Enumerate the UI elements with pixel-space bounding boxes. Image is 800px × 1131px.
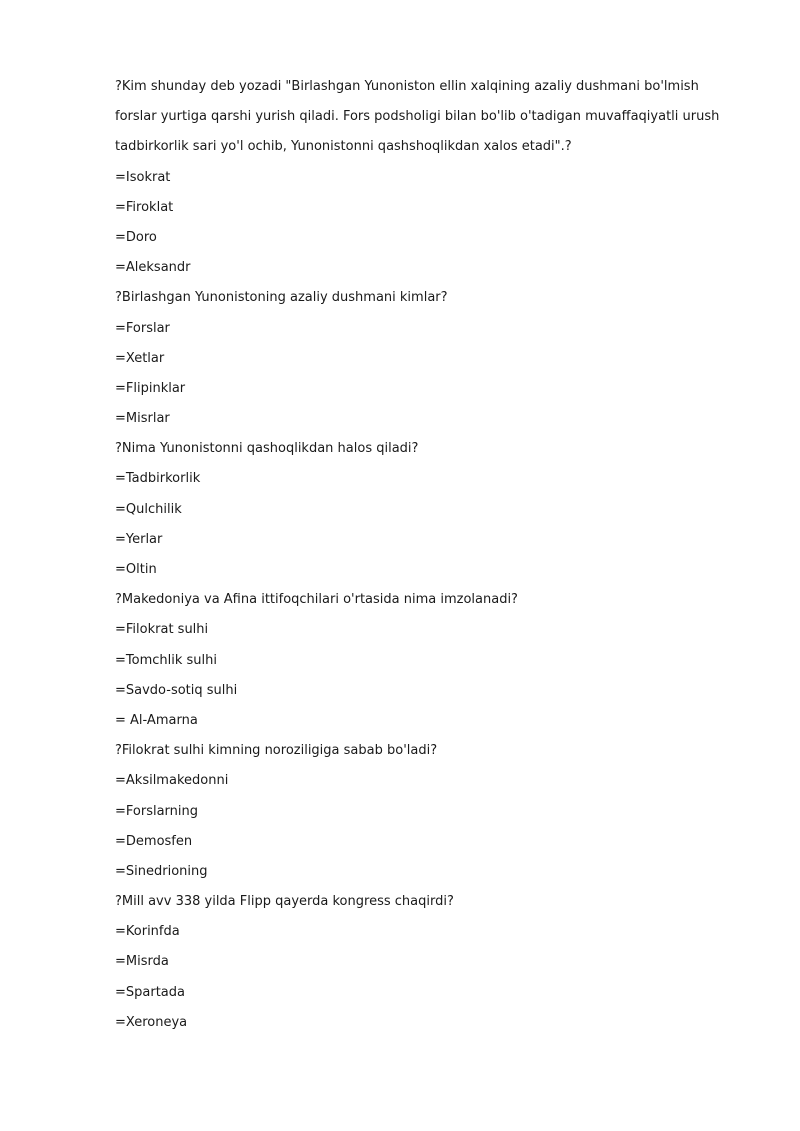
answer-option: =Isokrat: [115, 169, 171, 185]
answer-option: =Forslar: [115, 320, 170, 336]
answer-option: =Tadbirkorlik: [115, 471, 201, 487]
question-text-line: ?Filokrat sulhi kimning noroziligiga sabab bo'ladi?: [115, 743, 438, 759]
answer-option: =Misrlar: [115, 411, 170, 427]
question-text-line: forslar yurtiga qarshi yurish qiladi. Fors podsholigi bilan bo'lib o'tadigan muvaffaqiyatli urush: [115, 109, 720, 125]
question-text-line: ?Birlashgan Yunonistoning azaliy dushmani kimlar?: [115, 290, 448, 306]
answer-option: = Al-Amarna: [115, 712, 198, 728]
answer-option: =Doro: [115, 229, 157, 245]
answer-option: =Misrda: [115, 954, 169, 970]
question-text-line: ?Kim shunday deb yozadi "Birlashgan Yunoniston ellin xalqining azaliy dushmani bo'lmish: [115, 79, 699, 94]
question-block: [115, 72, 720, 283]
answer-option: =Firoklat: [115, 199, 174, 215]
answer-option: =Savdo-sotiq sulhi: [115, 682, 238, 698]
question-block: [115, 585, 715, 736]
answer-option: =Flipinklar: [115, 380, 186, 396]
question-text-line: ?Mill avv 338 yilda Flipp qayerda kongress chaqirdi?: [115, 894, 454, 910]
quiz-content: [115, 72, 720, 1038]
answer-option: =Oltin: [115, 562, 157, 577]
question-block: [115, 283, 715, 434]
answer-option: =Demosfen: [115, 833, 193, 849]
answer-option: =Spartada: [115, 984, 185, 1000]
question-block: [115, 434, 715, 585]
question-block: [115, 736, 715, 887]
answer-option: =Forslarning: [115, 803, 199, 819]
answer-option: =Sinedrioning: [115, 863, 208, 879]
question-block: [115, 887, 715, 1038]
answer-option: =Qulchilik: [115, 501, 182, 517]
answer-option: =Filokrat sulhi: [115, 622, 209, 638]
answer-option: =Xetlar: [115, 350, 165, 366]
answer-option: =Aleksandr: [115, 260, 191, 276]
answer-option: =Tomchlik sulhi: [115, 652, 217, 668]
question-text-line: tadbirkorlik sari yo'l ochib, Yunonistonni qashshoqlikdan xalos etadi".?: [115, 139, 572, 155]
question-text-line: ?Makedoniya va Afina ittifoqchilari o'rtasida nima imzolanadi?: [115, 592, 518, 608]
answer-option: =Korinfda: [115, 924, 180, 940]
answer-option: =Aksilmakedonni: [115, 773, 229, 789]
answer-option: =Xeroneya: [115, 1014, 188, 1030]
question-text-line: ?Nima Yunonistonni qashoqlikdan halos qiladi?: [115, 441, 419, 457]
answer-option: =Yerlar: [115, 531, 163, 547]
